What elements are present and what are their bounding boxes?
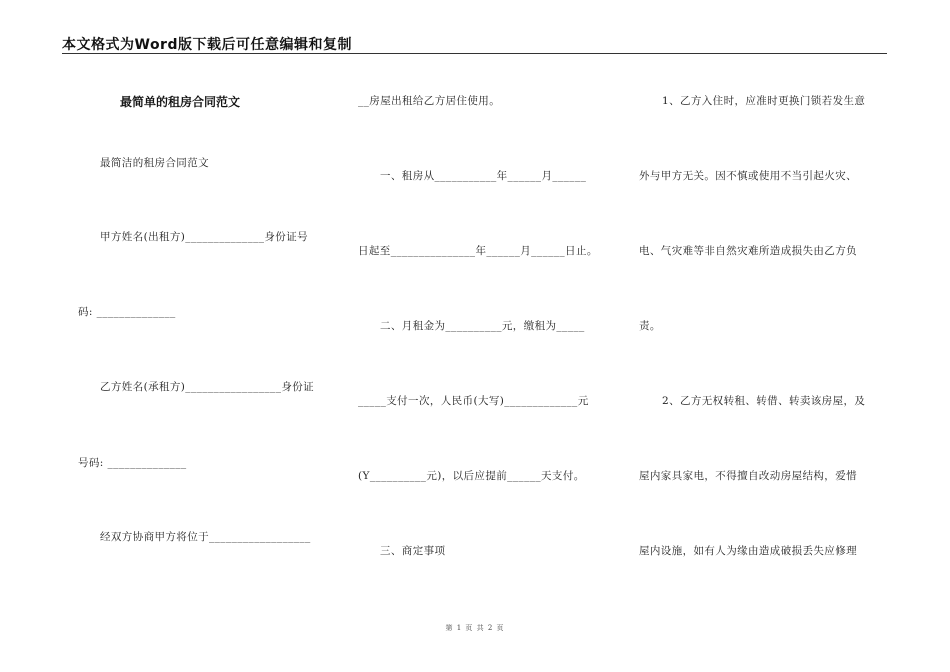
col1-line-1: 最简洁的租房合同范文 xyxy=(100,157,209,169)
col2-line-3: 日起至_______________年______月______日止。 xyxy=(358,245,598,257)
page-number: 第 1 页 共 2 页 xyxy=(445,624,505,632)
col2-line-6: (Y__________元)，以后应提前______天支付。 xyxy=(358,470,585,482)
col1-line-4: 乙方姓名(承租方)_________________身份证 xyxy=(100,381,315,393)
col2-line-7: 三、商定事项 xyxy=(380,545,446,557)
col3-line-4: 责。 xyxy=(639,320,661,332)
col1-line-6: 经双方协商甲方将位于__________________ xyxy=(100,531,311,543)
col3-line-2: 外与甲方无关。因不慎或使用不当引起火灾、 xyxy=(639,170,857,182)
col3-line-5: 2、乙方无权转租、转借、转卖该房屋，及 xyxy=(662,395,866,407)
col3-line-1: 1、乙方入住时，应准时更换门锁若发生意 xyxy=(662,95,866,107)
col3-line-3: 电、气灾难等非自然灾难所造成损失由乙方负 xyxy=(639,245,857,257)
col1-line-5: 号码: ______________ xyxy=(78,457,187,469)
col2-line-4: 二、月租金为__________元，缴租为_____ xyxy=(380,320,585,332)
col2-line-1: __房屋出租给乙方居住使用。 xyxy=(358,95,501,107)
col1-line-2: 甲方姓名(出租方)______________身份证号 xyxy=(100,231,308,243)
col2-line-2: 一、租房从___________年______月______ xyxy=(380,170,587,182)
document-title: 最简单的租房合同范文 xyxy=(120,95,241,109)
col1-line-3: 码: ______________ xyxy=(78,306,176,318)
col2-line-5: _____支付一次，人民币(大写)_____________元 xyxy=(358,395,589,407)
document-header-title: 本文格式为Word版下载后可任意编辑和复制 xyxy=(62,37,352,53)
col3-line-6: 屋内家具家电，不得擅自改动房屋结构，爱惜 xyxy=(639,470,857,482)
col3-line-7: 屋内设施，如有人为缘由造成破损丢失应修理 xyxy=(639,545,857,557)
header-divider xyxy=(62,53,887,54)
